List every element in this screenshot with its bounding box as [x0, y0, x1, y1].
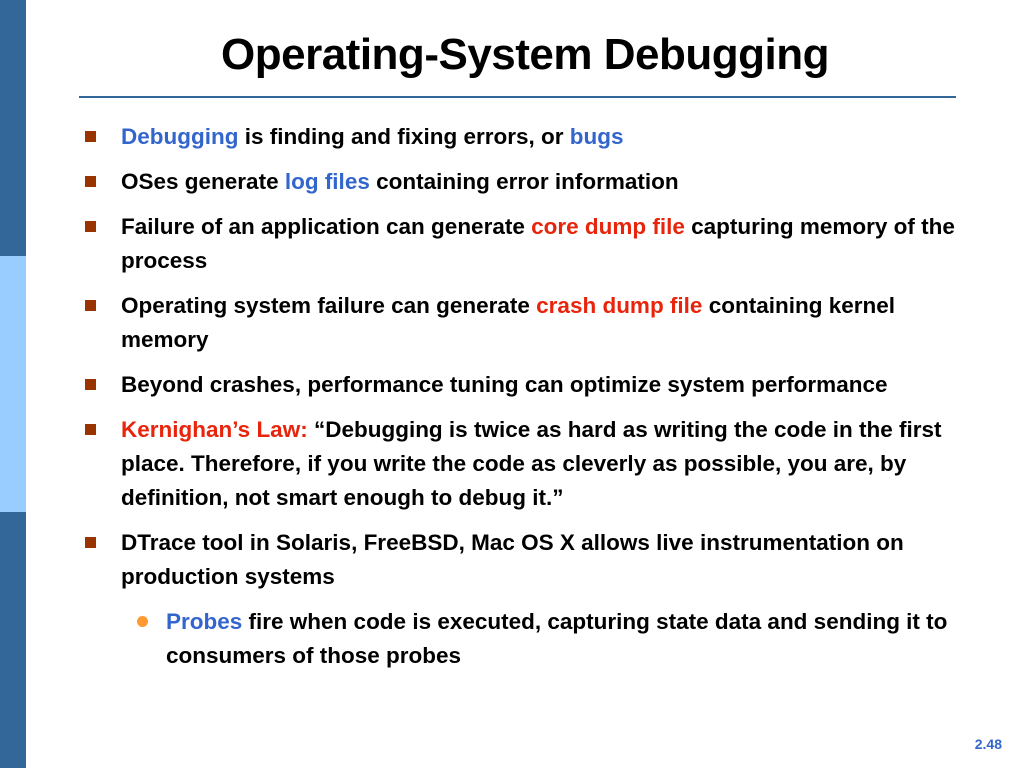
bullet-text: fire when code is executed, capturing state data and sending it to consumers of those probes — [166, 609, 948, 668]
title-underline — [79, 96, 956, 98]
bullet-list — [84, 120, 984, 673]
square-bullet-icon — [85, 131, 96, 142]
term-crash-dump-file: crash dump file — [536, 293, 703, 318]
side-bar-segment-bottom — [0, 512, 26, 768]
square-bullet-icon — [85, 537, 96, 548]
page-number: 2.48 — [974, 736, 1002, 752]
term-core-dump-file: core dump file — [531, 214, 685, 239]
bullet-text: Operating system failure can generate — [121, 293, 537, 318]
square-bullet-icon — [85, 221, 96, 232]
side-bar-segment-middle — [0, 256, 26, 512]
bullet-text: capturing memory of the process — [121, 214, 955, 273]
square-bullet-icon — [85, 300, 96, 311]
bullet-text: Failure of an application can generate — [121, 214, 532, 239]
bullet-text: Beyond crashes, performance tuning can optimize system performance — [121, 372, 888, 397]
square-bullet-icon — [85, 176, 96, 187]
bullet-core-dump — [84, 210, 984, 278]
term-bugs: bugs — [569, 124, 624, 149]
bullet-text: containing kernel memory — [121, 293, 895, 352]
term-probes: Probes — [166, 609, 243, 634]
bullet-text: is finding and fixing errors, or — [238, 124, 570, 149]
bullet-log-files — [84, 165, 984, 199]
bullet-text: “Debugging is twice as hard as writing the code in the first place. Therefore, if you write the code as cleverly as possible, you are, by definition, not smart enough to debug it.” — [121, 417, 942, 510]
bullet-dtrace — [84, 526, 984, 594]
bullet-text: OSes generate — [121, 169, 285, 194]
side-accent-bar — [0, 0, 26, 768]
bullet-text: containing error information — [369, 169, 679, 194]
bullet-crash-dump — [84, 289, 984, 357]
bullet-text: DTrace tool in Solaris, FreeBSD, Mac OS X allows live instrumentation on production systems — [121, 530, 904, 589]
bullet-performance-tuning — [84, 368, 984, 402]
term-kernighans-law: Kernighan’s Law: — [121, 417, 308, 442]
sub-bullet-probes — [84, 605, 984, 673]
round-bullet-icon — [137, 616, 148, 627]
square-bullet-icon — [85, 424, 96, 435]
square-bullet-icon — [85, 379, 96, 390]
term-log-files: log files — [284, 169, 370, 194]
bullet-kernighans-law — [84, 413, 984, 515]
bullet-debugging — [84, 120, 984, 154]
side-bar-segment-top — [0, 0, 26, 256]
term-debugging: Debugging — [121, 124, 239, 149]
slide-title: Operating-System Debugging — [221, 30, 829, 79]
